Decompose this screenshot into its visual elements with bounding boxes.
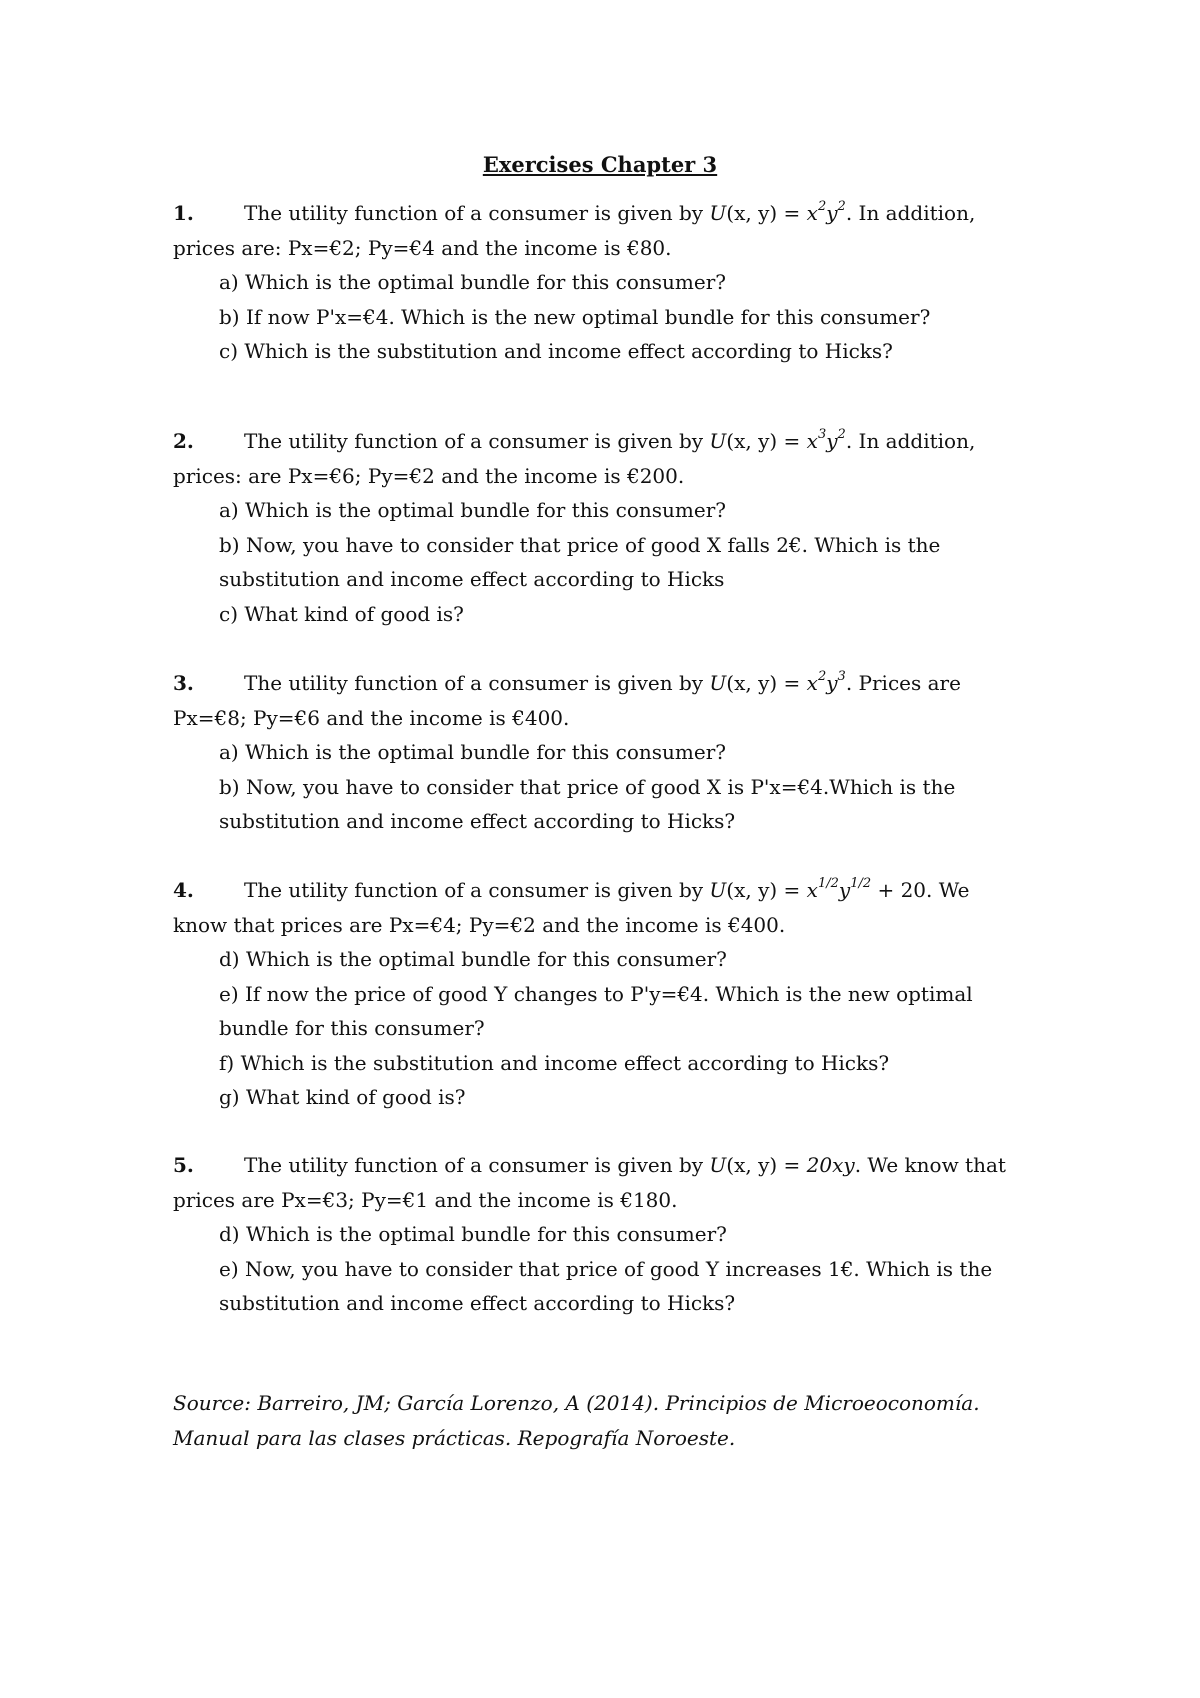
utility-formula: U(x, $y) = x^2y^2$	[709, 199, 846, 225]
exercise-intro-continued: prices are Px=€3; Py=€1 and the income is €180.	[173, 1187, 678, 1212]
utility-formula: U(x, $y) = x^2y^3$	[709, 669, 846, 695]
exercise-5	[173, 1148, 1033, 1321]
exercise-intro-continued: prices are: Px=€2; Py=€4 and the income is €80.	[173, 235, 672, 260]
exercise-number: 3.	[173, 671, 194, 695]
question-item: c) What kind of good is?	[219, 601, 464, 626]
exercise-intro-continued: prices: are Px=€6; Py=€2 and the income is €200.	[173, 463, 685, 488]
question-item: c) Which is the substitution and income effect according to Hicks?	[219, 339, 893, 363]
question-item: substitution and income effect according to Hicks	[219, 567, 725, 591]
exercise-number: 2.	[173, 429, 194, 453]
utility-formula: U(x, $y) = x^{1/2}y^{1/2} + 20$	[709, 876, 927, 902]
exercise-intro: 1. The utility function of a consumer is given by U(x, $y) = x^2y^2$. In addition,	[173, 196, 1033, 231]
exercise-number: 1.	[173, 201, 194, 225]
exercise-2	[173, 424, 1033, 631]
source-line-1: Source: Barreiro, JM; García Lorenzo, A (2014). Principios de Microeoconomía.	[173, 1391, 980, 1415]
question-item: bundle for this consumer?	[219, 1016, 485, 1040]
source-line-2: Manual para las clases prácticas. Repografía Noroeste.	[173, 1425, 736, 1450]
exercise-number: 4.	[173, 878, 194, 902]
question-item: d) Which is the optimal bundle for this consumer?	[219, 1222, 727, 1246]
exercise-intro: 5. The utility function of a consumer is given by U(x, y) = 20xy. We know that	[173, 1148, 1033, 1183]
question-item: a) Which is the optimal bundle for this consumer?	[219, 740, 727, 764]
exercise-intro-continued: know that prices are Px=€4; Py=€2 and the income is €400.	[173, 912, 786, 937]
question-item: b) Now, you have to consider that price of good X falls 2€. Which is the	[219, 532, 941, 557]
question-item: g) What kind of good is?	[219, 1085, 466, 1109]
question-item: e) Now, you have to consider that price of good Y increases 1€. Which is the	[219, 1256, 993, 1281]
question-item: substitution and income effect according to Hicks?	[219, 1291, 736, 1315]
utility-formula: U(x, $y) = x^3y^2$	[709, 427, 846, 453]
question-item: a) Which is the optimal bundle for this consumer?	[219, 270, 727, 294]
question-item: a) Which is the optimal bundle for this consumer?	[219, 498, 727, 522]
exercise-number: 5.	[173, 1153, 194, 1177]
question-item: substitution and income effect according to Hicks?	[219, 809, 736, 833]
exercise-3	[173, 666, 1033, 839]
question-item: f) Which is the substitution and income effect according to Hicks?	[219, 1050, 890, 1075]
question-item: e) If now the price of good Y changes to P'y=€4. Which is the new optimal	[219, 981, 973, 1006]
exercise-intro: 2. The utility function of a consumer is given by U(x, $y) = x^3y^2$. In addition,	[173, 424, 1033, 459]
question-item: d) Which is the optimal bundle for this consumer?	[219, 947, 727, 971]
page-title: Exercises Chapter 3	[482, 152, 718, 177]
exercise-intro-continued: Px=€8; Py=€6 and the income is €400.	[173, 705, 570, 730]
exercise-intro: 3. The utility function of a consumer is given by U(x, $y) = x^2y^3$. Prices are	[173, 666, 1033, 701]
question-item: b) Now, you have to consider that price of good X is P'x=€4.Which is the	[219, 774, 956, 799]
exercise-4	[173, 873, 1033, 1115]
source-citation	[173, 1386, 1073, 1455]
utility-formula: U(x, y) = 20xy	[709, 1153, 855, 1177]
exercise-intro: 4. The utility function of a consumer is given by U(x, $y) = x^{1/2}y^{1/2} + 20$. We	[173, 873, 1033, 908]
question-item: b) If now P'x=€4. Which is the new optimal bundle for this consumer?	[219, 304, 931, 329]
exercise-1	[173, 196, 1033, 369]
